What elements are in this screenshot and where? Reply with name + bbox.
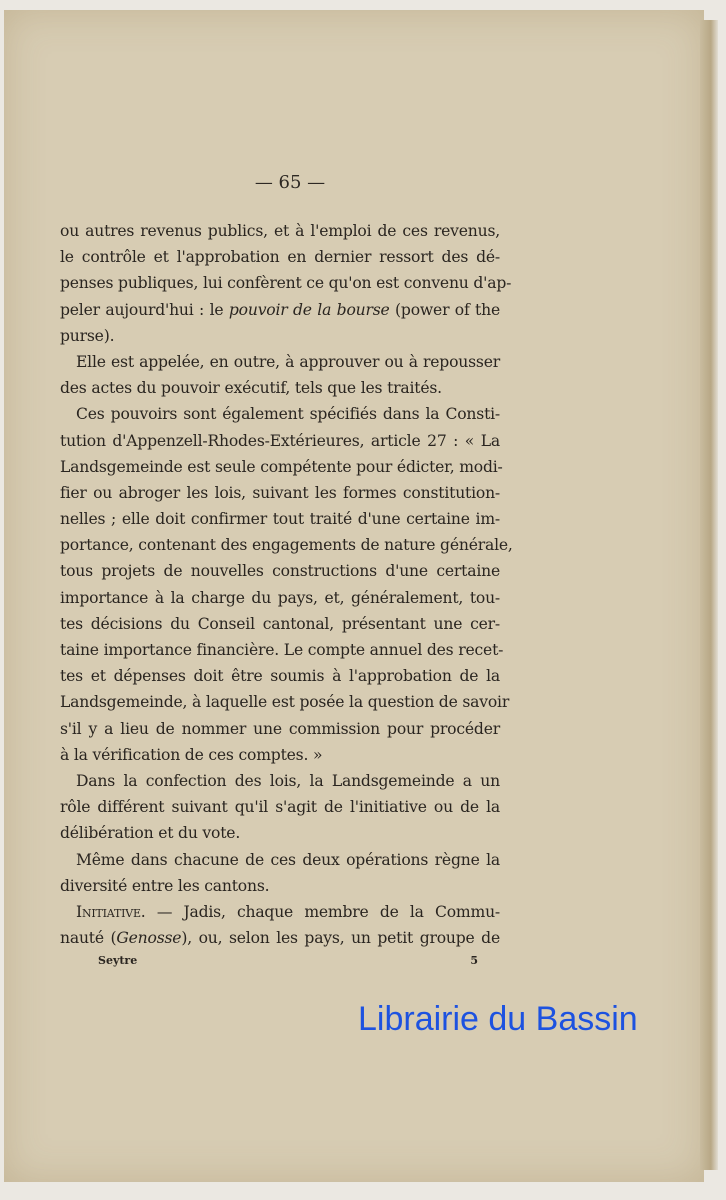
text-segment: Ces pouvoirs sont également spécifiés dans la Consti- xyxy=(76,405,500,424)
text-line xyxy=(60,297,500,323)
text-line xyxy=(60,716,500,742)
text-segment: importance à la charge du pays, et, généralement, tou- xyxy=(60,588,500,607)
footer-signature: 5 xyxy=(470,954,478,967)
text-line xyxy=(60,768,500,794)
text-segment: fier ou abroger les lois, suivant les formes constitution- xyxy=(60,483,500,502)
text-segment: tes et dépenses doit être soumis à l'approbation de la xyxy=(60,667,500,686)
text-line xyxy=(60,428,500,454)
text-line xyxy=(60,873,500,899)
page-number: — 65 — xyxy=(254,172,326,193)
text-line xyxy=(60,454,503,480)
text-segment: peler aujourd'hui : le xyxy=(60,300,229,319)
text-line xyxy=(60,270,512,296)
text-line xyxy=(60,375,500,401)
text-segment: à la vérification de ces comptes. » xyxy=(60,745,323,764)
text-line xyxy=(60,742,500,768)
text-segment: Même dans chacune de ces deux opérations règne la xyxy=(76,850,500,869)
text-segment: tution d'Appenzell-Rhodes-Extérieures, article 27 : « La xyxy=(60,431,500,450)
text-segment: des actes du pouvoir exécutif, tels que les traités. xyxy=(60,379,442,398)
text-line xyxy=(60,899,500,925)
body-text xyxy=(60,218,513,951)
text-line xyxy=(60,244,500,270)
text-line xyxy=(60,585,500,611)
page-edge xyxy=(700,20,718,1170)
text-line xyxy=(60,847,500,873)
text-line xyxy=(60,925,500,951)
italic-text: pouvoir de la bourse xyxy=(228,300,390,319)
text-segment: purse). xyxy=(60,326,115,345)
text-line xyxy=(60,349,500,375)
text-line xyxy=(60,401,500,427)
text-segment: Dans la confection des lois, la Landsgemeinde a un xyxy=(76,771,500,790)
text-line xyxy=(60,506,500,532)
text-segment: tes décisions du Conseil cantonal, présentant une cer- xyxy=(60,614,500,633)
footer-author: Seytre xyxy=(98,954,138,967)
text-line xyxy=(60,794,500,820)
text-segment: ou autres revenus publics, et à l'emploi de ces revenus, xyxy=(60,222,500,240)
text-segment: le contrôle et l'approbation en dernier ressort des dé- xyxy=(60,248,500,267)
text-segment: penses publiques, lui confèrent ce qu'on est convenu d'ap- xyxy=(60,274,512,293)
text-segment: taine importance financière. Le compte annuel des recet- xyxy=(60,641,504,659)
text-line xyxy=(60,611,500,637)
text-segment: portance, contenant des engagements de nature générale, xyxy=(60,536,513,555)
text-segment: délibération et du vote. xyxy=(60,824,241,843)
text-line xyxy=(60,558,500,584)
italic-text: Genosse xyxy=(116,929,182,948)
text-line xyxy=(60,663,500,689)
text-segment: s'il y a lieu de nommer une commission pour procéder xyxy=(60,719,500,738)
text-line xyxy=(60,532,513,558)
text-line xyxy=(60,637,504,663)
text-segment: — Jadis, chaque membre de la Commu- xyxy=(145,902,500,921)
text-segment: (power of the xyxy=(389,300,500,319)
text-segment: nelles ; elle doit confirmer tout traité d'une certaine im- xyxy=(60,510,500,529)
text-segment: Landsgemeinde, à laquelle est posée la question de savoir xyxy=(60,693,510,712)
text-segment: diversité entre les cantons. xyxy=(60,876,270,895)
text-line xyxy=(60,323,500,349)
watermark: Librairie du Bassin xyxy=(358,1000,638,1038)
text-segment: ), ou, selon les pays, un petit groupe de xyxy=(181,929,500,948)
section-heading: Initiative. xyxy=(76,902,146,921)
text-segment: rôle différent suivant qu'il s'agit de l'initiative ou de la xyxy=(60,798,500,817)
page-footer xyxy=(98,954,478,967)
text-segment: Elle est appelée, en outre, à approuver ou à repousser xyxy=(76,352,500,371)
text-segment: nauté ( xyxy=(60,929,117,948)
text-line xyxy=(60,820,500,846)
text-line xyxy=(60,689,510,715)
text-segment: tous projets de nouvelles constructions d'une certaine xyxy=(60,562,500,581)
text-line xyxy=(60,218,500,244)
text-line xyxy=(60,480,500,506)
text-segment: Landsgemeinde est seule compétente pour édicter, modi- xyxy=(60,457,503,476)
